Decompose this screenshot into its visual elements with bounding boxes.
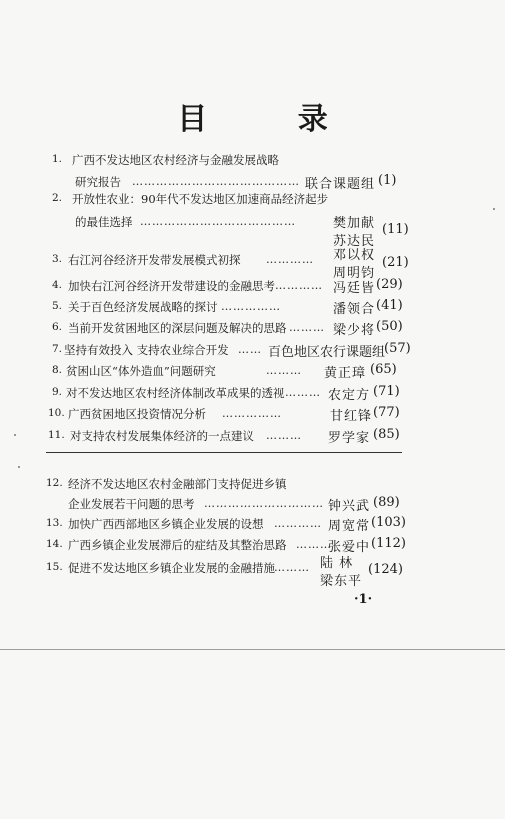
- section-divider: [46, 452, 402, 453]
- entry-author-2: 梁东平: [320, 574, 363, 589]
- entry-author: 周宽常: [328, 519, 371, 534]
- leader-dots: ………: [266, 364, 302, 377]
- entry-author: 甘红锋: [330, 409, 373, 424]
- entry-title: 广西乡镇企业发展滞后的症结及其整治思路: [68, 538, 287, 552]
- entry-title-cont: 的最佳选择: [75, 215, 133, 229]
- leader-dots: ……………: [221, 300, 281, 313]
- entry-author: 冯廷皆: [333, 281, 376, 296]
- entry-page: (77): [373, 405, 400, 420]
- entry-title: 关于百色经济发展战略的探讨: [68, 300, 218, 314]
- entry-title: 经济不发达地区农村金融部门支持促进乡镇: [68, 477, 287, 491]
- entry-title: 贫困山区“体外造血”问题研究: [66, 364, 216, 378]
- scan-speck: [18, 466, 20, 468]
- entry-page: (57): [384, 341, 411, 356]
- entry-title: 当前开发贫困地区的深层问题及解决的思路: [68, 321, 287, 335]
- entry-page: (71): [373, 384, 400, 399]
- entry-title: 坚持有效投入 支持农业综合开发: [64, 343, 229, 357]
- leader-dots: ………: [266, 429, 302, 442]
- entry-page: (50): [376, 319, 403, 334]
- page-title: 目 录: [177, 102, 368, 137]
- entry-author-2: 苏达民: [333, 234, 376, 249]
- entry-author: 农定方: [328, 388, 371, 403]
- entry-title: 加快右江河谷经济开发带建设的金融思考: [68, 279, 275, 293]
- entry-number: 7.: [52, 343, 63, 355]
- scan-edge-line: [0, 649, 505, 650]
- entry-number: 11.: [48, 429, 65, 441]
- scan-speck: [14, 434, 16, 436]
- leader-dots: ………: [289, 321, 325, 334]
- entry-author: 罗学家: [328, 431, 371, 446]
- entry-number: 14.: [46, 538, 63, 550]
- entry-number: 3.: [52, 253, 63, 265]
- entry-title-cont: 企业发展若干问题的思考: [68, 497, 195, 511]
- entry-number: 4.: [52, 279, 63, 291]
- leader-dots: …………………………: [204, 497, 324, 510]
- entry-number: 8.: [52, 364, 63, 376]
- entry-author: 联合课题组: [305, 177, 376, 192]
- entry-title: 对不发达地区农村经济体制改革成果的透视: [66, 386, 285, 400]
- entry-number: 6.: [52, 321, 63, 333]
- page-number: ·1·: [354, 592, 373, 607]
- entry-author: 张爱中: [328, 540, 371, 555]
- entry-number: 13.: [46, 517, 63, 529]
- entry-title: 对支持农村发展集体经济的一点建议: [70, 429, 254, 443]
- entry-page: (112): [371, 536, 406, 551]
- entry-number: 15.: [46, 561, 63, 573]
- scan-speck: [493, 208, 495, 210]
- leader-dots: ………: [296, 538, 332, 551]
- leader-dots: ……………………………………: [132, 175, 300, 188]
- entry-page: (124): [368, 562, 403, 577]
- entry-page: (1): [378, 173, 397, 188]
- entry-page: (103): [371, 515, 406, 530]
- entry-page: (65): [370, 362, 397, 377]
- entry-number: 1.: [52, 153, 63, 165]
- leader-dots: ………: [285, 386, 321, 399]
- entry-author: 梁少将: [333, 323, 376, 338]
- entry-number: 12.: [46, 477, 63, 489]
- leader-dots: ……: [238, 343, 262, 356]
- entry-title-cont: 研究报告: [75, 175, 121, 189]
- leader-dots: …………: [275, 279, 323, 292]
- entry-page: (21): [382, 255, 409, 270]
- entry-title: 促进不发达地区乡镇企业发展的金融措施: [68, 561, 275, 575]
- leader-dots: ………: [274, 561, 310, 574]
- entry-author: 陆 林: [320, 556, 354, 571]
- entry-number: 9.: [52, 386, 63, 398]
- leader-dots: ……………: [222, 407, 282, 420]
- entry-page: (41): [376, 298, 403, 313]
- leader-dots: …………………………………: [140, 215, 296, 228]
- leader-dots: …………: [266, 253, 314, 266]
- entry-page: (11): [382, 222, 409, 237]
- entry-title: 开放性农业：90年代不发达地区加速商品经济起步: [72, 192, 329, 206]
- entry-author: 黄正璋: [324, 366, 367, 381]
- entry-number: 2.: [52, 192, 63, 204]
- entry-number: 5.: [52, 300, 63, 312]
- entry-author: 樊加献: [333, 216, 376, 231]
- entry-title: 广西不发达地区农村经济与金融发展战略: [72, 153, 279, 167]
- entry-page: (89): [373, 495, 400, 510]
- entry-author-2: 周明钧: [333, 266, 376, 281]
- entry-author: 百色地区农行课题组: [268, 345, 386, 360]
- entry-page: (85): [373, 427, 400, 442]
- leader-dots: …………: [274, 517, 322, 530]
- entry-title: 加快广西西部地区乡镇企业发展的设想: [68, 517, 264, 531]
- entry-page: (29): [376, 277, 403, 292]
- entry-title: 广西贫困地区投资情况分析: [68, 407, 206, 421]
- entry-author: 潘领合: [333, 302, 376, 317]
- entry-author: 邓以权: [333, 248, 376, 263]
- entry-number: 10.: [48, 407, 65, 419]
- entry-author: 钟兴武: [328, 499, 371, 514]
- entry-title: 右江河谷经济开发带发展模式初探: [68, 253, 241, 267]
